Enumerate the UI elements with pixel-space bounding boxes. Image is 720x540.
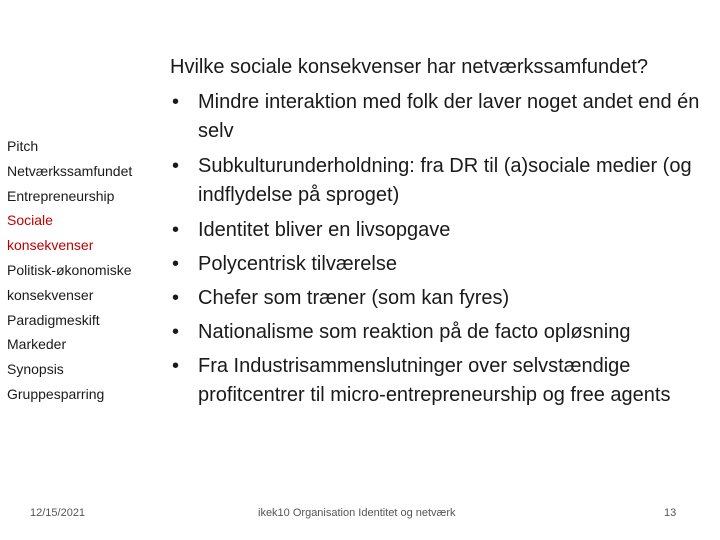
nav-item-paradigmeskift[interactable]: Paradigmeskift (7, 311, 100, 328)
nav-item-synopsis[interactable]: Synopsis (7, 361, 64, 378)
slide-heading: Hvilke sociale konsekvenser har netværkssamfundet? (170, 56, 648, 78)
bullet-item: • Mindre interaktion med folk der laver noget andet end én selv (170, 88, 710, 146)
nav-item-entrepreneurship[interactable]: Entrepreneurship (7, 187, 115, 204)
footer-title: ikek10 Organisation Identitet og netværk (258, 507, 456, 519)
nav-item-politisk-okonomiske[interactable]: Politisk-økonomiske (7, 261, 132, 278)
nav-item-markeder[interactable]: Markeder (7, 336, 67, 353)
bullet-list (170, 88, 710, 415)
footer-date: 12/15/2021 (30, 507, 86, 519)
nav-item-sociale-konsekvenser[interactable]: konsekvenser (7, 237, 94, 254)
bullet-item: • Subkulturunderholdning: fra DR til (a)sociale medier (og indflydelse på sproget) (170, 152, 710, 210)
bullet-item: • Fra Industrisammenslutninger over selvstændige profitcentrer til micro-entrepreneurship og free agents (170, 352, 710, 410)
bullet-item: • Identitet bliver en livsopgave (170, 216, 710, 245)
nav-item-pitch[interactable]: Pitch (7, 138, 39, 154)
nav-item-gruppesparring[interactable]: Gruppesparring (7, 385, 105, 402)
nav-item-sociale[interactable]: Sociale (7, 212, 53, 229)
bullet-item: • Nationalisme som reaktion på de facto opløsning (170, 318, 710, 347)
bullet-item: • Chefer som træner (som kan fyres) (170, 284, 710, 313)
nav-item-netvaerkssamfundet[interactable]: Netværkssamfundet (7, 162, 133, 179)
nav-item-politisk-konsekvenser[interactable]: konsekvenser (7, 286, 94, 303)
page-number: 13 (664, 507, 677, 519)
bullet-item: • Polycentrisk tilværelse (170, 250, 710, 279)
slide-navigation (7, 134, 167, 407)
